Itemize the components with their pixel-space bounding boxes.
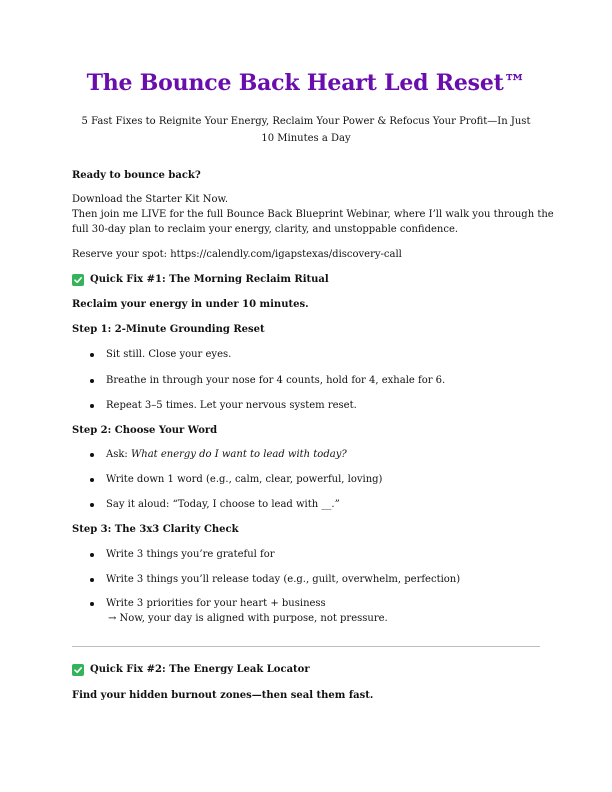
intro-line-2: Then join me LIVE for the full Bounce Back Blueprint Webinar, where I’ll walk you through the <box>72 209 554 220</box>
reserve-spot-line <box>72 247 402 263</box>
list-item <box>90 596 326 612</box>
fix2-tagline: Find your hidden burnout zones—then seal them fast. <box>72 690 374 701</box>
ask-question: What energy do I want to lead with today? <box>130 449 347 460</box>
list-item <box>90 572 460 588</box>
page-title: The Bounce Back Heart Led Reset™ <box>86 70 526 96</box>
bullet-icon <box>90 379 94 383</box>
fix1-heading: Quick Fix #1: The Morning Reclaim Ritual <box>90 274 329 285</box>
check-mark-icon <box>72 664 84 676</box>
list-item-text: Repeat 3–5 times. Let your nervous system reset. <box>106 400 357 411</box>
step2-heading: Step 2: Choose Your Word <box>72 425 218 436</box>
list-item <box>90 447 347 463</box>
list-item-text: Write 3 things you’re grateful for <box>106 549 275 560</box>
list-item <box>90 497 340 513</box>
list-item-text <box>106 447 347 463</box>
bullet-icon <box>90 353 94 357</box>
fix2-heading-row <box>72 662 310 678</box>
list-item-text: Write down 1 word (e.g., calm, clear, powerful, loving) <box>106 474 383 485</box>
list-item-text: Sit still. Close your eyes. <box>106 349 232 360</box>
section-divider <box>72 646 540 647</box>
bullet-icon <box>90 578 94 582</box>
bullet-icon <box>90 478 94 482</box>
ask-label: Ask: <box>106 449 131 460</box>
bullet-icon <box>90 453 94 457</box>
list-item <box>90 472 382 488</box>
list-item <box>90 547 275 563</box>
check-mark-icon <box>72 274 84 286</box>
intro-line-3: full 30-day plan to reclaim your energy, clarity, and unstoppable confidence. <box>72 224 459 235</box>
bullet-icon <box>90 602 94 606</box>
fix1-tagline: Reclaim your energy in under 10 minutes. <box>72 299 309 310</box>
step3-heading: Step 3: The 3x3 Clarity Check <box>72 524 239 535</box>
reserve-link[interactable]: https://calendly.com/igapstexas/discovery-call <box>170 249 402 260</box>
list-item-text: Write 3 priorities for your heart + business <box>106 598 326 609</box>
list-item-text: Say it aloud: “Today, I choose to lead with __.” <box>106 499 340 510</box>
reserve-label: Reserve your spot: <box>72 249 171 260</box>
step3-followup: → Now, your day is aligned with purpose, not pressure. <box>108 613 388 624</box>
bullet-icon <box>90 404 94 408</box>
intro-line-1: Download the Starter Kit Now. <box>72 194 229 205</box>
fix2-heading: Quick Fix #2: The Energy Leak Locator <box>90 664 310 675</box>
fix1-heading-row <box>72 272 329 288</box>
intro-heading: Ready to bounce back? <box>72 170 201 181</box>
bullet-icon <box>90 503 94 507</box>
list-item-text: Write 3 things you’ll release today (e.g., guilt, overwhelm, perfection) <box>106 574 461 585</box>
list-item-text: Breathe in through your nose for 4 counts, hold for 4, exhale for 6. <box>106 375 446 386</box>
bullet-icon <box>90 553 94 557</box>
list-item <box>90 398 357 414</box>
page-subtitle: 5 Fast Fixes to Reignite Your Energy, Reclaim Your Power & Refocus Your Profit—In Just 10 Minutes a Day <box>81 116 531 144</box>
list-item <box>90 373 445 389</box>
list-item <box>90 347 231 363</box>
step1-heading: Step 1: 2-Minute Grounding Reset <box>72 324 265 335</box>
